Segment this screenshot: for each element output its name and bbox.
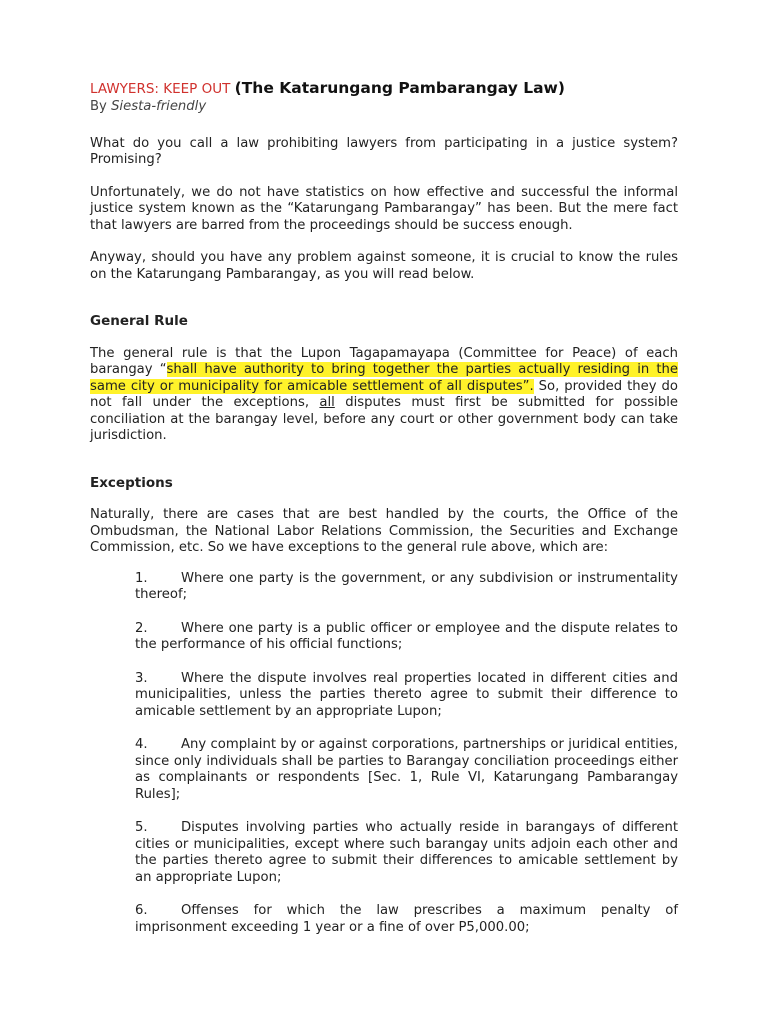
intro-paragraph-1: What do you call a law prohibiting lawyers from participating in a justice system? Promising? [90, 135, 678, 167]
list-item-text: Where one party is the government, or any subdivision or instrumentality thereof; [135, 570, 678, 602]
general-rule-paragraph [90, 346, 678, 445]
list-item [135, 903, 678, 936]
list-item [135, 671, 678, 721]
highlighted-text: shall have authority to bring together the parties actually residing in the same city or municipality for amicable settlement of all disputes”. [90, 362, 678, 394]
list-item-number: 1. [135, 570, 148, 586]
list-item [135, 571, 678, 604]
general-rule-text-before: The general rule is that the Lupon Tagapamayapa (Committee for Peace) of each barangay “ [90, 345, 678, 377]
exceptions-heading: Exceptions [90, 474, 173, 491]
exceptions-list [135, 571, 678, 937]
list-item [135, 820, 678, 886]
list-item-number: 5. [135, 820, 148, 835]
general-rule-heading: General Rule [90, 313, 188, 329]
list-item-number: 2. [135, 620, 148, 636]
byline-label: By [90, 99, 107, 114]
exceptions-intro: Naturally, there are cases that are best handled by the courts, the Office of the Ombudsman, the National Labor Relations Commission, the Securities and Exchange Commission, etc. So we have exceptions to the general rule above, which are: [90, 507, 678, 555]
intro-paragraph-3: Anyway, should you have any problem against someone, it is crucial to know the rules on the Katarungang Pambarangay, as you will read below. [90, 250, 678, 282]
list-item [135, 737, 678, 803]
list-item [135, 621, 678, 654]
list-item-number: 4. [135, 737, 148, 752]
general-rule-text-mid: So, provided they do not fall under the exceptions, [90, 378, 678, 410]
list-item-text: Where one party is a public officer or employee and the dispute relates to the performance of his official functions; [135, 620, 678, 652]
general-rule-text-after: disputes must first be submitted for possible conciliation at the barangay level, before any court or other government body can take jurisdiction. [90, 395, 678, 443]
list-item-text: Any complaint by or against corporations, partnerships or juridical entities, since only individuals shall be parties to Barangay conciliation proceedings either as complainants or respondents [Sec. 1, Rule VI, Katarungang Pambarangay Rules]; [135, 737, 678, 802]
list-item-number: 3. [135, 670, 148, 686]
author-name: Siesta-friendly [111, 99, 207, 114]
intro-paragraph-2: Unfortunately, we do not have statistics on how effective and successful the informal justice system known as the “Katarungang Pambarangay” has been. But the mere fact that lawyers are barred from the proceedings should be success enough. [90, 184, 678, 233]
document-title [90, 78, 678, 99]
underlined-word: all [319, 395, 335, 410]
list-item-text: Disputes involving parties who actually reside in barangays of different cities or municipalities, except where such barangay units adjoin each other and the parties thereto agree to submit their differences to amicable settlement by an appropriate Lupon; [135, 820, 678, 885]
title-main: (The Katarungang Pambarangay Law) [234, 79, 565, 97]
byline [90, 99, 678, 116]
list-item-text: Offenses for which the law prescribes a maximum penalty of imprisonment exceeding 1 year or a fine of over P5,000.00; [135, 903, 678, 935]
list-item-number: 6. [135, 903, 148, 918]
title-prefix: LAWYERS: KEEP OUT [90, 81, 231, 97]
list-item-text: Where the dispute involves real properties located in different cities and municipalities, unless the parties thereto agree to submit their difference to amicable settlement by an appropriate Lupon; [135, 670, 678, 719]
